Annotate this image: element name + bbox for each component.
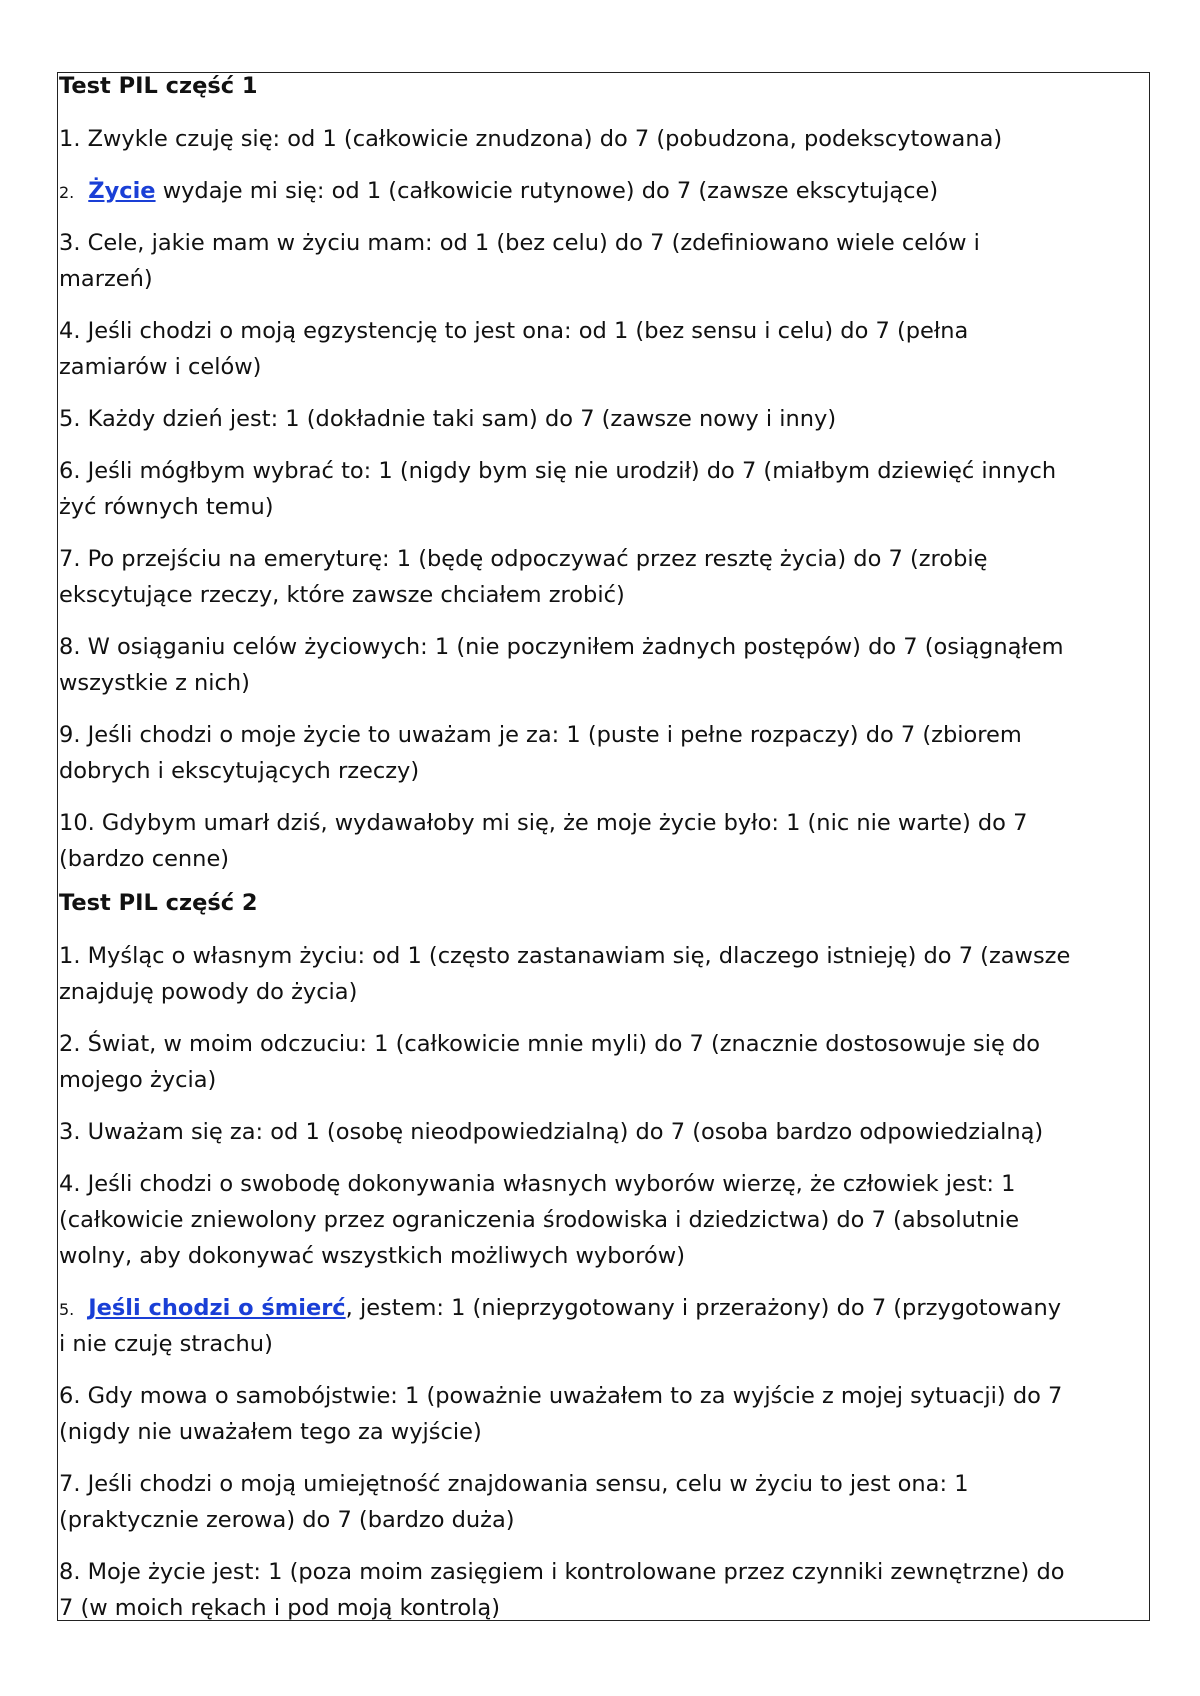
item-number: 5. (59, 1300, 75, 1319)
part1-item-4-line1: 4. Jeśli chodzi o moją egzystencję to jest ona: od 1 (bez sensu i celu) do 7 (pełna (59, 318, 969, 344)
part2-item-3: 3. Uważam się za: od 1 (osobę nieodpowiedzialną) do 7 (osoba bardzo odpowiedzialną) (59, 1119, 1044, 1145)
part2-item-2-line1: 2. Świat, w moim odczuciu: 1 (całkowicie mnie myli) do 7 (znacznie dostosowuje się do (59, 1031, 1041, 1057)
part1-item-3-line1: 3. Cele, jakie mam w życiu mam: od 1 (bez celu) do 7 (zdefiniowano wiele celów i (59, 230, 980, 256)
part1-item-8-line2: wszystkie z nich) (59, 670, 250, 696)
part1-item-4-line2: zamiarów i celów) (59, 354, 262, 380)
section-heading-part2: Test PIL część 2 (59, 890, 258, 916)
zycie-link[interactable]: Życie (88, 178, 156, 204)
item-text: wydaje mi się: od 1 (całkowicie rutynowe) do 7 (zawsze ekscytujące) (155, 178, 939, 204)
part1-item-7-line2: ekscytujące rzeczy, które zawsze chciałem zrobić) (59, 582, 625, 608)
part1-item-6-line1: 6. Jeśli mógłbym wybrać to: 1 (nigdy bym się nie urodził) do 7 (miałbym dziewięć innych (59, 458, 1057, 484)
section-heading-part1: Test PIL część 1 (59, 73, 258, 99)
part2-item-4-line1: 4. Jeśli chodzi o swobodę dokonywania własnych wyborów wierzę, że człowiek jest: 1 (59, 1171, 1016, 1197)
item-number: 2. (59, 183, 75, 202)
part2-item-1-line2: znajduję powody do życia) (59, 979, 358, 1005)
part1-item-3-line2: marzeń) (59, 266, 153, 292)
part1-item-9-line2: dobrych i ekscytujących rzeczy) (59, 758, 420, 784)
part1-item-5: 5. Każdy dzień jest: 1 (dokładnie taki sam) do 7 (zawsze nowy i inny) (59, 406, 837, 432)
part2-item-1-line1: 1. Myśląc o własnym życiu: od 1 (często zastanawiam się, dlaczego istnieję) do 7 (zawsze (59, 943, 1071, 969)
part2-item-4-line3: wolny, aby dokonywać wszystkich możliwych wyborów) (59, 1243, 685, 1269)
part1-item-10-line1: 10. Gdybym umarł dziś, wydawałoby mi się, że moje życie było: 1 (nic nie warte) do 7 (59, 810, 1028, 836)
part2-item-8-line2: 7 (w moich rękach i pod moją kontrolą) (59, 1595, 500, 1621)
part1-item-1: 1. Zwykle czuję się: od 1 (całkowicie znudzona) do 7 (pobudzona, podekscytowana) (59, 126, 1003, 152)
part1-item-7-line1: 7. Po przejściu na emeryturę: 1 (będę odpoczywać przez resztę życia) do 7 (zrobię (59, 546, 988, 572)
part2-item-5-line2: i nie czuję strachu) (59, 1331, 273, 1357)
part2-item-6-line2: (nigdy nie uważałem tego za wyjście) (59, 1419, 482, 1445)
part2-item-2-line2: mojego życia) (59, 1067, 217, 1093)
part2-item-5-line1 (59, 1290, 1061, 1328)
item-text: , jestem: 1 (nieprzygotowany i przerażony) do 7 (przygotowany (345, 1295, 1062, 1321)
smierc-link[interactable]: Jeśli chodzi o śmierć (88, 1295, 346, 1321)
part1-item-10-line2: (bardzo cenne) (59, 846, 230, 872)
part2-item-7-line2: (praktycznie zerowa) do 7 (bardzo duża) (59, 1507, 515, 1533)
part1-item-6-line2: żyć równych temu) (59, 494, 274, 520)
part2-item-8-line1: 8. Moje życie jest: 1 (poza moim zasięgiem i kontrolowane przez czynniki zewnętrzne) do (59, 1559, 1065, 1585)
part1-item-8-line1: 8. W osiąganiu celów życiowych: 1 (nie poczyniłem żadnych postępów) do 7 (osiągnąłem (59, 634, 1064, 660)
part2-item-6-line1: 6. Gdy mowa o samobójstwie: 1 (poważnie uważałem to za wyjście z mojej sytuacji) do 7 (59, 1383, 1063, 1409)
part1-item-9-line1: 9. Jeśli chodzi o moje życie to uważam je za: 1 (puste i pełne rozpaczy) do 7 (zbiorem (59, 722, 1022, 748)
part1-item-2 (59, 173, 938, 211)
part2-item-4-line2: (całkowicie zniewolony przez ograniczenia środowiska i dziedzictwa) do 7 (absolutnie (59, 1207, 1020, 1233)
part2-item-7-line1: 7. Jeśli chodzi o moją umiejętność znajdowania sensu, celu w życiu to jest ona: 1 (59, 1471, 969, 1497)
